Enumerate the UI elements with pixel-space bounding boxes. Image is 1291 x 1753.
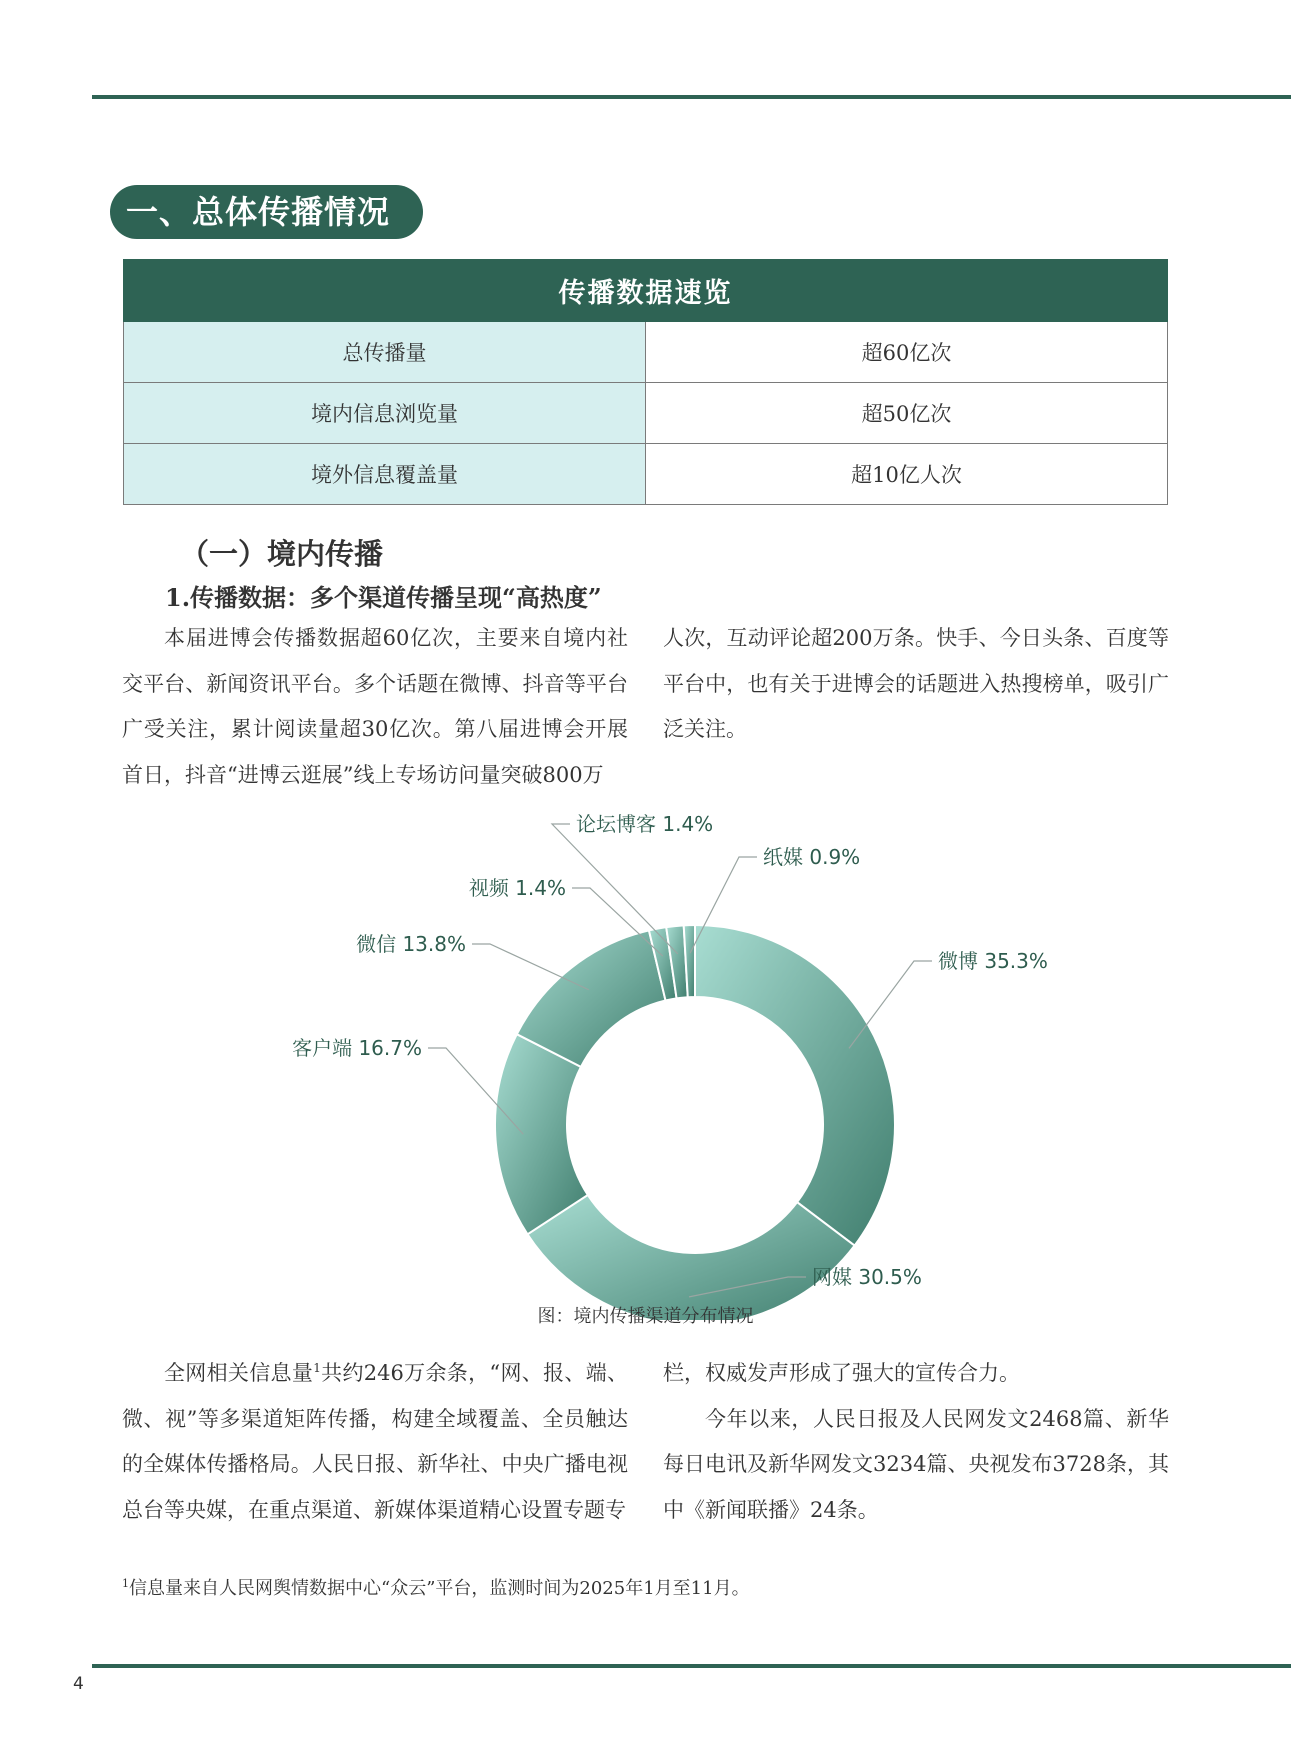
stats-table (123, 259, 1168, 505)
slice-label-2: 网媒 30.5% (812, 1265, 922, 1289)
paragraph1-right-text: 人次，互动评论超200万条。快手、今日头条、百度等平台中，也有关于进博会的话题进入热搜榜单，吸引广泛关注。 (663, 626, 1169, 741)
row-value: 超50亿次 (646, 383, 1168, 444)
footnote-mark: 1 (122, 1577, 129, 1590)
paragraph2-left-after: 共约246万余条，“网、报、端、微、视”等多渠道矩阵传播，构建全域覆盖、全员触达的全媒体传播格局。人民日报、新华社、中央广播电视总台等央媒，在重点渠道、新媒体渠道精心设置专题专 (122, 1361, 628, 1522)
chart-caption: 图：境内传播渠道分布情况 (537, 1306, 754, 1327)
paragraph2-left-text (122, 1351, 628, 1533)
footnote-text: 信息量来自人民网舆情数据中心“众云”平台，监测时间为2025年1月至11月。 (129, 1578, 750, 1599)
top-rule (92, 95, 1291, 99)
slice-label-7: 纸媒 0.9% (763, 845, 861, 869)
table-row (124, 322, 1168, 383)
paragraph3-text: 今年以来，人民日报及人民网发文2468篇、新华每日电讯及新华网发文3234篇、央视发布3728条，其中《新闻联播》24条。 (663, 1406, 1169, 1522)
bottom-rule (92, 1664, 1291, 1668)
subheading-title: 1.传播数据：多个渠道传播呈现“高热度” (165, 583, 602, 612)
slice-label-5: 视频 1.4% (468, 876, 566, 900)
paragraph1-left-text: 本届进博会传播数据超60亿次，主要来自境内社交平台、新闻资讯平台。多个话题在微博、抖音等平台广受关注，累计阅读量超30亿次。第八届进博会开展首日，抖音“进博云逛展”线上专场访问量突破800万 (122, 626, 628, 787)
table-row (124, 444, 1168, 505)
slice-label-3: 客户端 16.7% (292, 1036, 422, 1060)
row-value: 超10亿人次 (646, 444, 1168, 505)
slice-label-6: 论坛博客 1.4% (576, 812, 714, 836)
subsection-title: （一）境内传播 (180, 537, 384, 571)
row-label: 境外信息覆盖量 (124, 444, 646, 505)
slice-label-1: 微博 35.3% (938, 949, 1048, 973)
channel-donut-chart (0, 800, 1291, 1320)
leader-line-6 (552, 824, 678, 954)
paragraph2-right (663, 1351, 1169, 1533)
row-value: 超60亿次 (646, 322, 1168, 383)
paragraph2-right-cont: 栏，权威发声形成了强大的宣传合力。 (663, 1361, 1020, 1385)
slice-label-4: 微信 13.8% (356, 932, 466, 956)
footnote (122, 1574, 750, 1600)
slice-4 (517, 930, 666, 1067)
paragraph2-left (122, 1351, 628, 1533)
paragraph2-left-before: 全网相关信息量 (164, 1361, 314, 1385)
slice-1 (695, 925, 895, 1246)
row-label: 境内信息浏览量 (124, 383, 646, 444)
section-title: 一、总体传播情况 (110, 185, 423, 239)
table-header: 传播数据速览 (124, 260, 1168, 322)
paragraph1-right (663, 616, 1169, 753)
page-number: 4 (73, 1674, 84, 1694)
table-row (124, 383, 1168, 444)
row-label: 总传播量 (124, 322, 646, 383)
paragraph1-left (122, 616, 628, 798)
footnote-ref: 1 (313, 1361, 321, 1375)
